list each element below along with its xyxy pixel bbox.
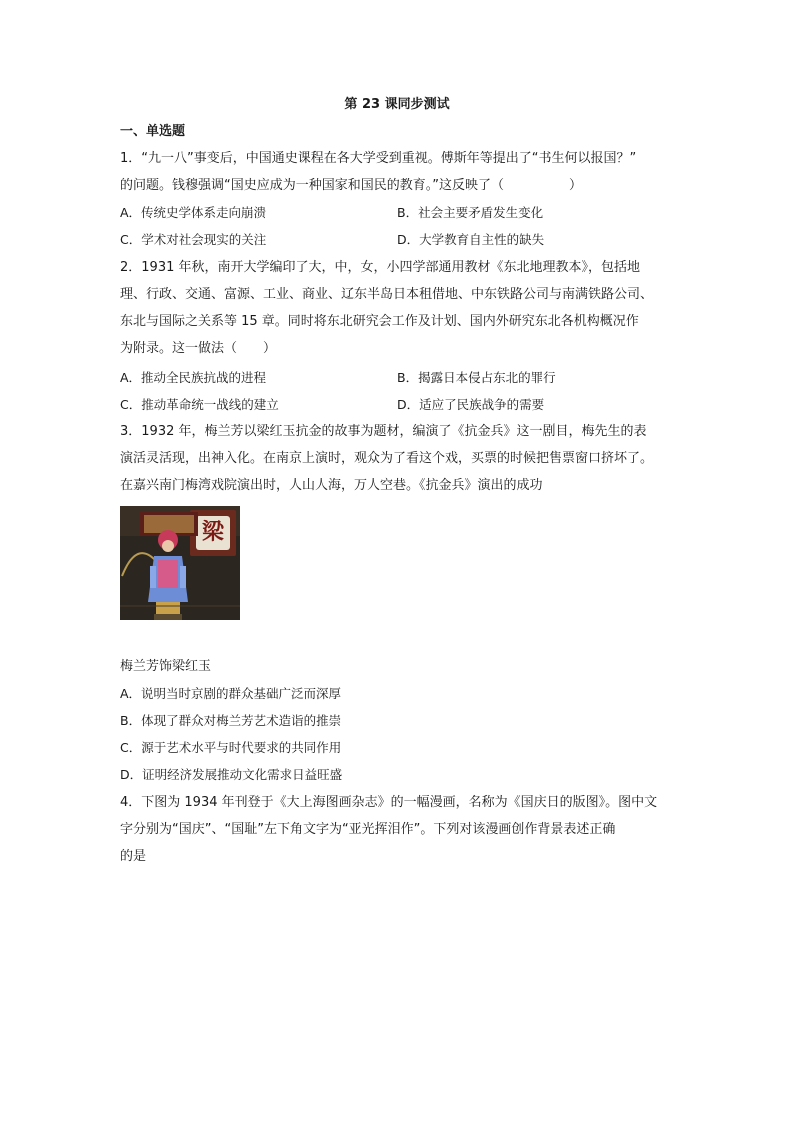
- question-2-option-c: C．推动革命统一战线的建立: [120, 397, 279, 412]
- section-heading: 一、单选题: [120, 124, 186, 139]
- question-3-option-d: D．证明经济发展推动文化需求日益旺盛: [120, 767, 343, 782]
- photo-sign-character: 梁: [201, 519, 224, 545]
- question-1-option-b: B．社会主要矛盾发生变化: [397, 205, 544, 220]
- question-2-option-b: B．揭露日本侵占东北的罪行: [397, 370, 556, 385]
- photo-caption: 梅兰芳饰梁红玉: [120, 659, 212, 674]
- question-3-text-line-1: 3．1932 年，梅兰芳以梁红玉抗金的故事为题材，编演了《抗金兵》这一剧目，梅先生的表: [120, 424, 647, 439]
- question-3-text-line-2: 演活灵活现，出神入化。在南京上演时，观众为了看这个戏，买票的时候把售票窗口挤坏了。: [120, 451, 654, 466]
- question-2-option-d: D．适应了民族战争的需要: [397, 397, 545, 412]
- question-2-text-line-1: 2．1931 年秋，南开大学编印了大，中，女，小四学部通用教材《东北地理教本》，包括地: [120, 260, 640, 275]
- opera-performer-photo: [120, 506, 240, 620]
- question-2-option-a: A．推动全民族抗战的进程: [120, 370, 267, 385]
- question-3-option-a: A．说明当时京剧的群众基础广泛而深厚: [120, 686, 342, 701]
- question-4-text-line-1: 4．下图为 1934 年刊登于《大上海图画杂志》的一幅漫画，名称为《国庆日的版图》。图中文: [120, 795, 658, 810]
- question-2-text-line-2: 理、行政、交通、富源、工业、商业、辽东半岛日本租借地、中东铁路公司与南满铁路公司、: [120, 287, 654, 302]
- question-4-text-line-3: 的是: [120, 849, 147, 864]
- page-title: 第 23 课同步测试: [344, 97, 450, 112]
- question-2-text-line-4: 为附录。这一做法（ ）: [120, 341, 277, 356]
- question-3-text-line-3: 在嘉兴南门梅湾戏院演出时，人山人海，万人空巷。《抗金兵》演出的成功: [120, 478, 543, 493]
- question-1-option-a: A．传统史学体系走向崩溃: [120, 205, 267, 220]
- question-3-option-b: B．体现了群众对梅兰芳艺术造诣的推崇: [120, 713, 342, 728]
- question-1-option-c: C．学术对社会现实的关注: [120, 232, 267, 247]
- question-1-option-d: D．大学教育自主性的缺失: [397, 232, 545, 247]
- question-4-text-line-2: 字分别为“国庆”、“国耻”左下角文字为“亚光挥泪作”。下列对该漫画创作背景表述正确: [120, 822, 616, 837]
- question-1-text-line-1: 1．“九一八”事变后，中国通史课程在各大学受到重视。傅斯年等提出了“书生何以报国？”: [120, 151, 637, 166]
- question-3-option-c: C．源于艺术水平与时代要求的共同作用: [120, 740, 342, 755]
- question-1-text-line-2: 的问题。钱穆强调“国史应成为一种国家和国民的教育。”这反映了（ ）: [120, 178, 582, 193]
- question-2-text-line-3: 东北与国际之关系等 15 章。同时将东北研究会工作及计划、国内外研究东北各机构概况作: [120, 314, 639, 329]
